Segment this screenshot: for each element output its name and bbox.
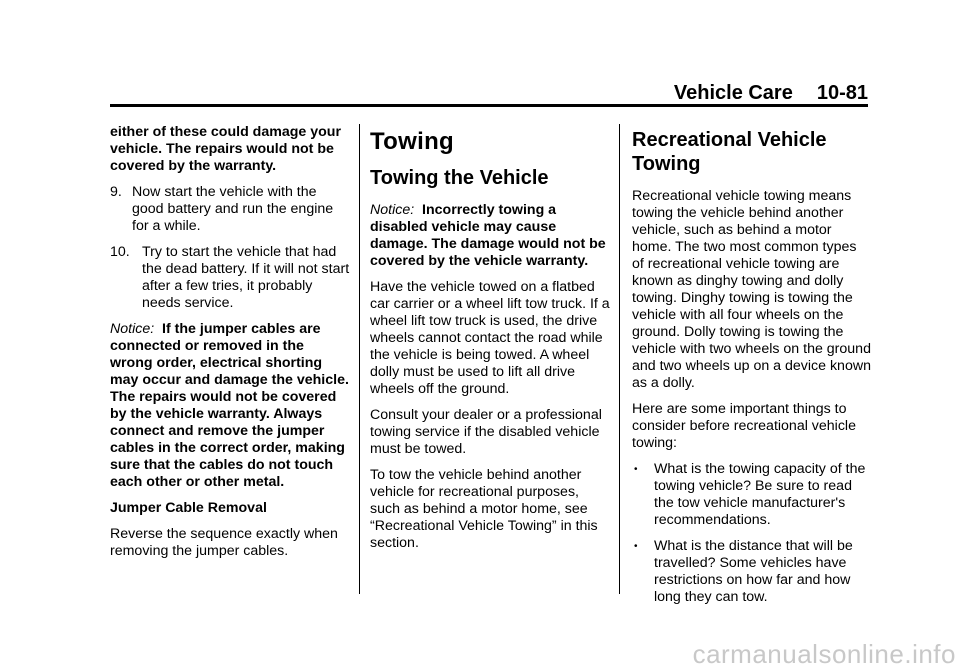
bullet-icon: • <box>634 541 638 552</box>
notice-jumper <box>110 321 350 491</box>
step-10 <box>110 244 350 312</box>
rv-towing-para-1: Recreational vehicle towing means towing the vehicle behind another vehicle, such as behind a motor home. The two most common types of recreational vehicle towing are known as dinghy towing and dolly towing. Dinghy towing is towing the vehicle with all four wheels on the ground. Dolly towing is towing the vehicle with two wheels on the ground and two wheels up on a device known as a dolly. <box>632 188 871 391</box>
towing-para-2: Consult your dealer or a professional towing service if the disabled vehicle must be towed. <box>370 407 602 457</box>
bullet-text: What is the towing capacity of the towing vehicle? Be sure to read the tow vehicle manufacturer's recommendations. <box>654 461 866 528</box>
towing-heading: Towing <box>370 128 454 155</box>
rv-towing-para-2: Here are some important things to consider before recreational vehicle towing: <box>632 401 856 451</box>
step-9-number: 9. <box>110 184 122 200</box>
jumper-cable-removal-text: Reverse the sequence exactly when removing the jumper cables. <box>110 526 338 559</box>
bullet-text: What is the distance that will be travelled? Some vehicles have restrictions on how far and how long they can tow. <box>654 538 853 605</box>
towing-para-1: Have the vehicle towed on a flatbed car carrier or a wheel lift tow truck. If a wheel lift tow truck is used, the drive wheels cannot contact the road while the vehicle is being towed. A wheel dolly must be used to lift all drive wheels off the ground. <box>370 279 610 397</box>
notice-text: If the jumper cables are connected or removed in the wrong order, electrical shorting may occur and damage the vehicle. The repairs would not be covered by the vehicle warranty. Always connect and remove the jumper cables in the correct order, making sure that the cables do not touch each other or other metal. <box>110 321 349 490</box>
step-9-text: Now start the vehicle with the good battery and run the engine for a while. <box>132 184 334 234</box>
section-title: Vehicle Care <box>673 82 793 104</box>
jumper-cable-removal-heading: Jumper Cable Removal <box>110 500 267 516</box>
towing-the-vehicle-heading: Towing the Vehicle <box>370 167 549 189</box>
column-divider-right <box>619 124 620 594</box>
step-10-text: Try to start the vehicle that had the dead battery. If it will not start after a few tries, it probably needs service. <box>142 244 350 311</box>
header-rule <box>110 104 868 107</box>
step-9 <box>110 184 350 235</box>
column-divider-left <box>359 124 360 594</box>
bullet-icon: • <box>634 464 638 475</box>
warning-continued: either of these could damage your vehicle. The repairs would not be covered by the warranty. <box>110 124 341 174</box>
towing-para-3: To tow the vehicle behind another vehicle for recreational purposes, such as behind a motor home, see “Recreational Vehicle Towing” in this section. <box>370 467 598 551</box>
recreational-towing-heading: Recreational Vehicle Towing <box>632 129 827 175</box>
step-10-number: 10. <box>110 244 130 260</box>
notice-text: Incorrectly towing a disabled vehicle may cause damage. The damage would not be covered by the vehicle warranty. <box>370 202 606 269</box>
list-item <box>632 538 872 606</box>
notice-label: Notice: <box>110 321 155 337</box>
notice-label: Notice: <box>370 202 415 218</box>
column-middle <box>370 124 610 561</box>
list-item <box>632 461 872 529</box>
page-number: 10-81 <box>816 82 868 104</box>
column-left <box>110 124 350 569</box>
notice-towing <box>370 202 610 270</box>
column-right <box>632 124 872 615</box>
page-header <box>674 82 868 105</box>
watermark: carmanualsonline.info <box>692 639 956 669</box>
